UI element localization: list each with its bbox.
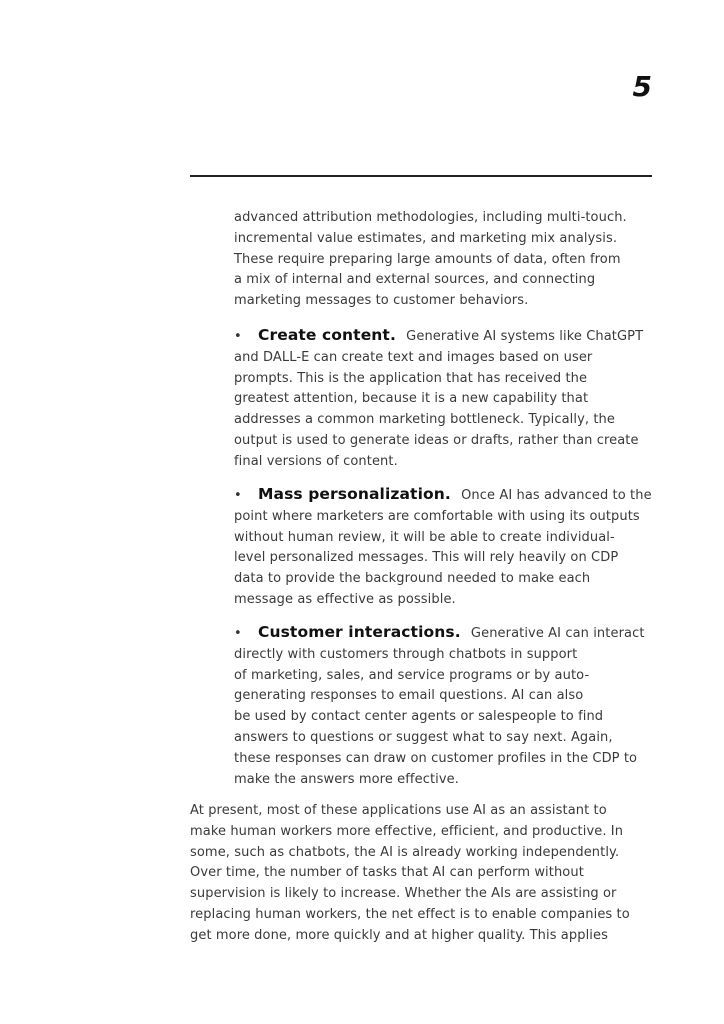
bullet-marker: •	[234, 488, 242, 503]
text-line: Once AI has advanced to the	[461, 488, 652, 503]
text-line: final versions of content.	[234, 453, 398, 469]
text-line: of marketing, sales, and service programs or by auto-	[234, 667, 590, 683]
text-line: make human workers more effective, efficient, and productive. In	[190, 823, 624, 839]
text-line: point where marketers are comfortable with using its outputs	[234, 508, 640, 524]
header-rule	[190, 175, 652, 177]
text-line: Generative AI systems like ChatGPT	[406, 329, 644, 344]
text-line: greatest attention, because it is a new capability that	[234, 391, 589, 407]
text-line: Over time, the number of tasks that AI can perform without	[190, 865, 584, 881]
closing-paragraph	[190, 801, 660, 947]
text-line: Generative AI can interact	[470, 626, 645, 641]
bullet-mass-personalization	[234, 484, 659, 611]
bullet-title: Create content.	[258, 326, 396, 344]
text-line: without human review, it will be able to create individual-	[234, 529, 615, 545]
bullet-create-content	[234, 325, 659, 473]
text-line: these responses can draw on customer profiles in the CDP to	[234, 750, 638, 766]
text-line: be used by contact center agents or salespeople to find	[234, 709, 604, 725]
text-line: directly with customers through chatbots in support	[234, 646, 578, 662]
text-line: answers to questions or suggest what to say next. Again,	[234, 729, 613, 745]
text-line: These require preparing large amounts of data, often from	[234, 251, 621, 267]
text-line: generating responses to email questions. AI can also	[234, 688, 584, 704]
bullet-title: Mass personalization.	[258, 485, 451, 503]
bullet-title: Customer interactions.	[258, 623, 461, 641]
page-number: 5	[632, 70, 652, 103]
text-line: replacing human workers, the net effect is to enable companies to	[190, 906, 630, 922]
bullet-marker: •	[234, 329, 242, 344]
text-line: some, such as chatbots, the AI is already working independently.	[190, 844, 620, 860]
text-line: and DALL-E can create text and images based on user	[234, 349, 593, 365]
intro-paragraph	[234, 208, 659, 312]
text-line: addresses a common marketing bottleneck. Typically, the	[234, 412, 615, 428]
text-line: At present, most of these applications use AI as an assistant to	[190, 803, 607, 818]
text-line: a mix of internal and external sources, and connecting	[234, 272, 596, 288]
text-line: make the answers more effective.	[234, 771, 459, 787]
text-line: marketing messages to customer behaviors.	[234, 293, 529, 309]
bullet-customer-interactions	[234, 622, 659, 790]
text-line: data to provide the background needed to make each	[234, 571, 591, 587]
text-line: output is used to generate ideas or drafts, rather than create	[234, 432, 639, 448]
text-line: prompts. This is the application that has received the	[234, 370, 588, 386]
text-line: get more done, more quickly and at higher quality. This applies	[190, 927, 608, 943]
text-line: level personalized messages. This will rely heavily on CDP	[234, 550, 619, 566]
bullet-marker: •	[234, 626, 242, 641]
text-line: supervision is likely to increase. Whether the AIs are assisting or	[190, 886, 617, 902]
text-line: advanced attribution methodologies, including multi-touch.	[234, 210, 627, 225]
text-line: message as effective as possible.	[234, 591, 456, 607]
text-line: incremental value estimates, and marketing mix analysis.	[234, 230, 618, 246]
